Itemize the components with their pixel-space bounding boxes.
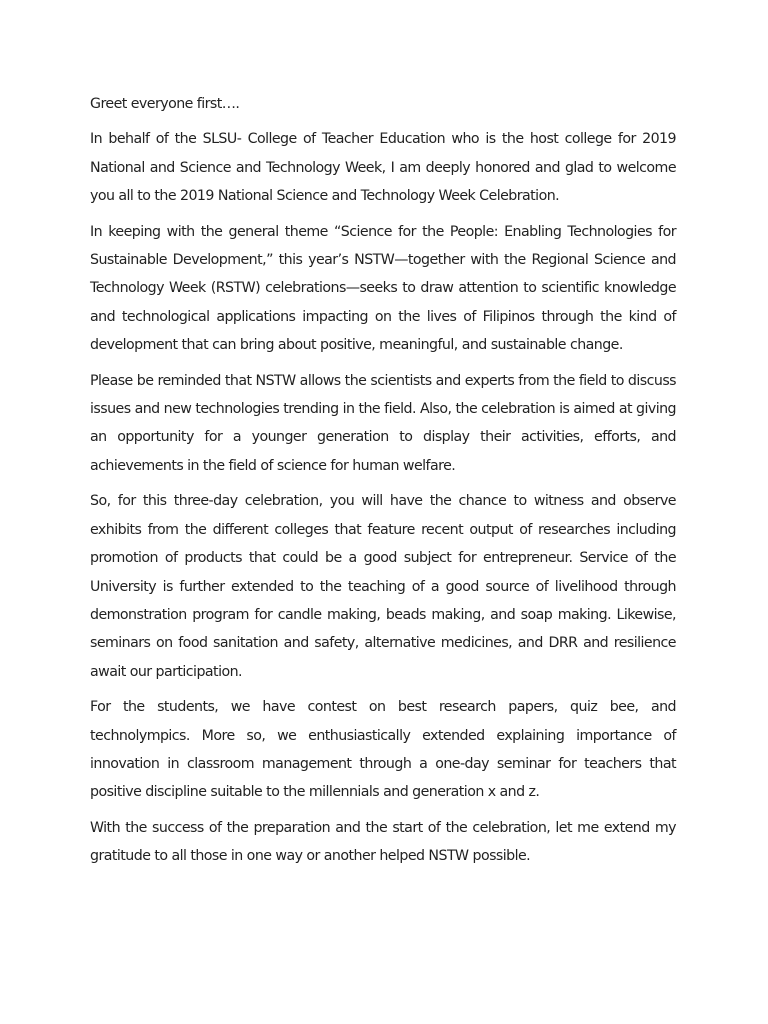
paragraph-welcome: In behalf of the SLSU- College of Teacher Education who is the host college for 2019 National and Science and Technology Week, I am deeply honored and glad to welcome you all to the 2019 National Science and Technology Week Celebration. xyxy=(90,131,676,205)
document-page xyxy=(90,90,676,878)
paragraph-reminder: Please be reminded that NSTW allows the scientists and experts from the field to discuss issues and new technologies trending in the field. Also, the celebration is aimed at giving an opportunity for a younger generation to display their activities, efforts, and achievements in the field of science for human welfare. xyxy=(90,372,676,474)
paragraph-celebration: So, for this three-day celebration, you will have the chance to witness and observe exhibits from the different colleges that feature recent output of researches including promotion of products that could be a good subject for entrepreneur. Service of the University is further extended to the teaching of a good source of livelihood through demonstration program for candle making, beads making, and soap making. Likewise, seminars on food sanitation and safety, alternative medicines, and DRR and resilience await our participation. xyxy=(90,493,676,680)
paragraph-students: For the students, we have contest on best research papers, quiz bee, and technolympics. More so, we enthusiastically extended explaining importance of innovation in classroom management through a one-day seminar for teachers that positive discipline suitable to the millennials and generation x and z. xyxy=(90,699,676,801)
paragraph-gratitude: With the success of the preparation and the start of the celebration, let me extend my gratitude to all those in one way or another helped NSTW possible. xyxy=(90,819,676,865)
greeting-line: Greet everyone first…. xyxy=(90,96,240,112)
paragraph-theme: In keeping with the general theme “Science for the People: Enabling Technologies for Sustainable Development,” this year’s NSTW—together with the Regional Science and Technology Week (RSTW) celebrations—seeks to draw attention to scientific knowledge and technological applications impacting on the lives of Filipinos through the kind of development that can bring about positive, meaningful, and sustainable change. xyxy=(90,223,676,354)
